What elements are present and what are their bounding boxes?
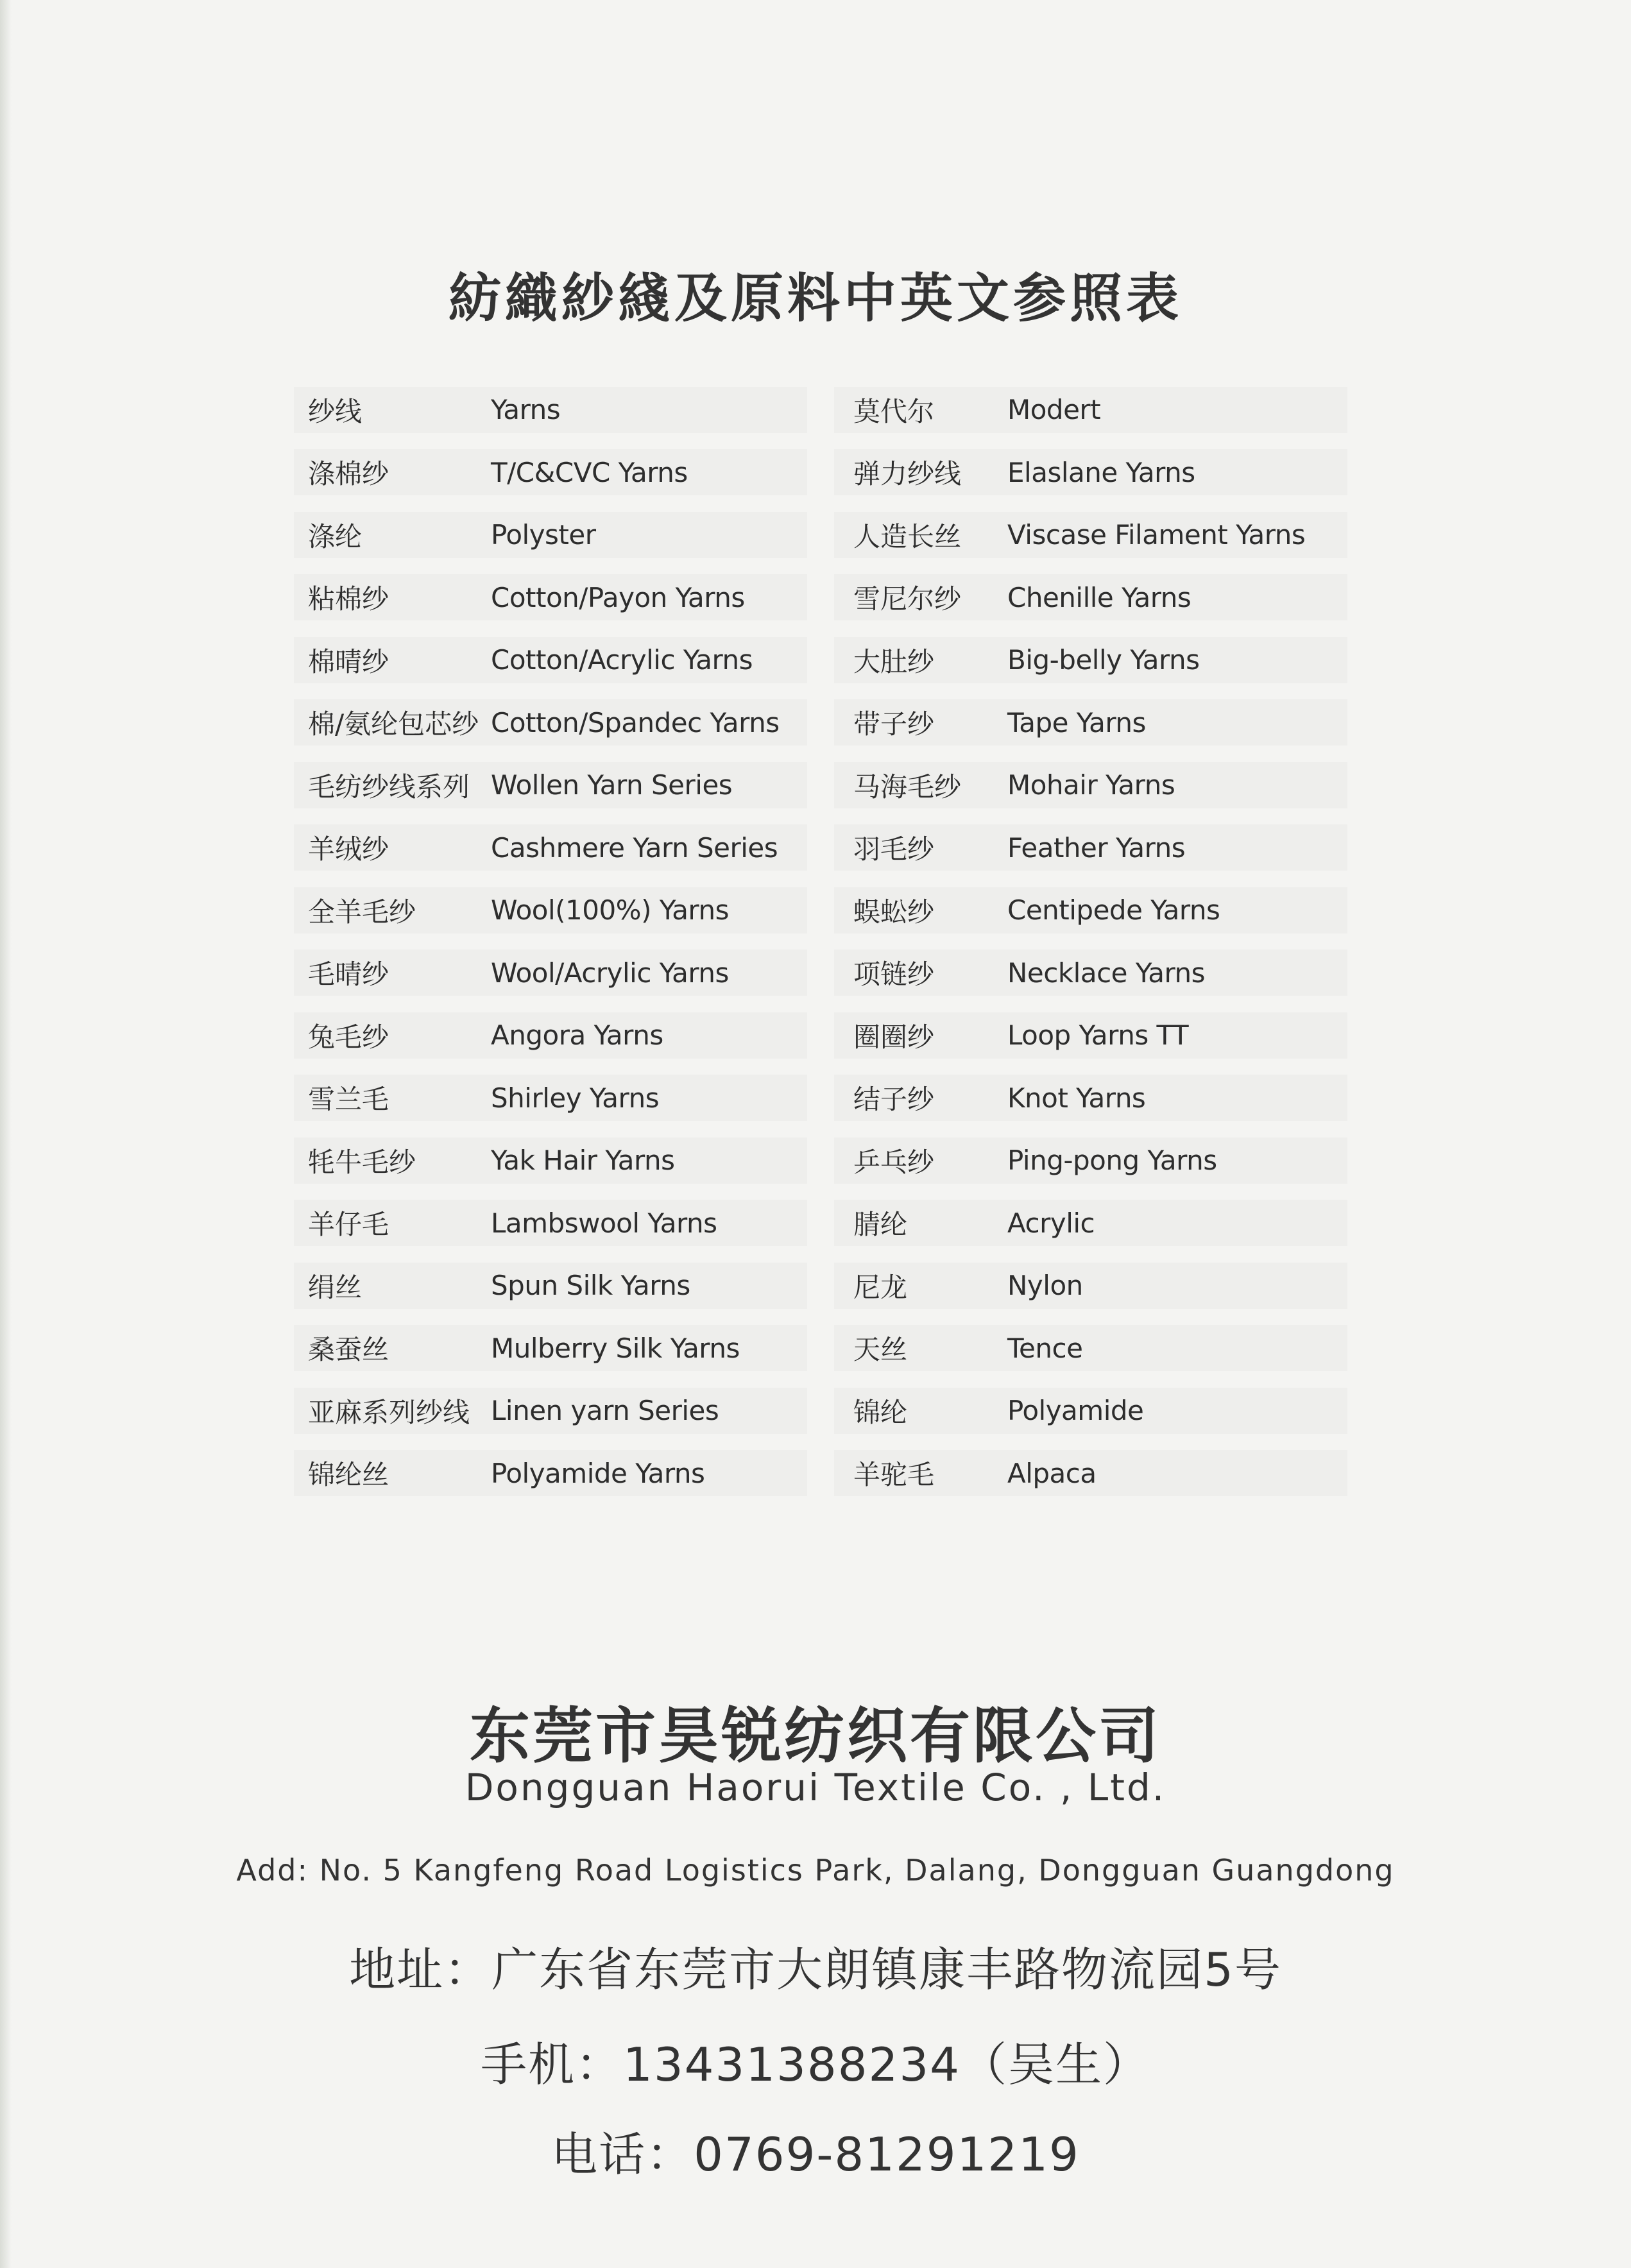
glossary-row-band <box>834 1075 1347 1121</box>
term-chinese: 羊仔毛 <box>308 1209 389 1241</box>
glossary-row-band <box>834 699 1347 746</box>
term-english: Chenille Yarns <box>1007 581 1191 613</box>
term-english: Linen yarn Series <box>491 1395 719 1427</box>
term-english: Feather Yarns <box>1007 831 1186 864</box>
glossary-row-band <box>294 449 807 495</box>
term-chinese: 涤纶 <box>308 520 363 552</box>
term-english: Loop Yarns TT <box>1007 1019 1189 1052</box>
term-chinese: 腈纶 <box>853 1209 908 1241</box>
glossary-row-band <box>294 762 807 808</box>
glossary-row <box>294 942 807 1005</box>
term-chinese: 带子纱 <box>853 708 935 740</box>
glossary-right-column <box>834 379 1347 1505</box>
term-english: Cotton/Spandec Yarns <box>491 706 780 738</box>
term-chinese: 蜈蚣纱 <box>853 896 935 928</box>
term-english: Centipede Yarns <box>1007 894 1220 926</box>
glossary-row-band <box>294 637 807 683</box>
glossary-row <box>294 1004 807 1067</box>
page-title: 紡織紗綫及原料中英文参照表 <box>448 268 1183 329</box>
glossary-row-band <box>834 762 1347 808</box>
glossary-row-band <box>294 512 807 558</box>
glossary-row <box>834 1442 1347 1505</box>
glossary-row <box>834 1379 1347 1442</box>
term-english: Yarns <box>491 394 561 426</box>
term-chinese: 毛纺纱线系列 <box>308 771 470 803</box>
mobile-number: 手机：13431388234（吴生） <box>481 2038 1150 2092</box>
glossary-row-band <box>294 1075 807 1121</box>
glossary-row <box>294 817 807 880</box>
glossary-row <box>294 629 807 692</box>
glossary-row <box>834 629 1347 692</box>
glossary-row-band <box>834 1200 1347 1246</box>
term-chinese: 羽毛纱 <box>853 833 935 865</box>
glossary-row-band <box>294 1450 807 1496</box>
term-english: Angora Yarns <box>491 1019 663 1052</box>
glossary-row <box>834 1192 1347 1255</box>
glossary-row-band <box>834 1450 1347 1496</box>
term-english: Wollen Yarn Series <box>491 769 733 801</box>
glossary-row-band <box>294 699 807 746</box>
term-chinese: 兔毛纱 <box>308 1021 389 1053</box>
glossary-row-band <box>294 1012 807 1059</box>
glossary-row <box>834 1067 1347 1130</box>
glossary-row <box>294 441 807 504</box>
term-english: Tence <box>1007 1332 1083 1364</box>
phone-number: 电话：0769-81291219 <box>551 2127 1080 2181</box>
glossary-row-band <box>834 950 1347 996</box>
glossary-row-band <box>834 449 1347 495</box>
glossary-row <box>834 879 1347 942</box>
glossary-row-band <box>834 1138 1347 1184</box>
term-chinese: 莫代尔 <box>853 395 935 427</box>
glossary-row-band <box>834 887 1347 934</box>
glossary-row <box>294 1192 807 1255</box>
glossary-row <box>294 1129 807 1192</box>
glossary-row-band <box>834 1263 1347 1309</box>
term-chinese: 圈圈纱 <box>853 1021 935 1053</box>
glossary-row-band <box>834 1325 1347 1371</box>
term-english: Viscase Filament Yarns <box>1007 519 1306 551</box>
term-english: Shirley Yarns <box>491 1082 660 1114</box>
term-chinese: 项链纱 <box>853 959 935 991</box>
term-chinese: 雪尼尔纱 <box>853 583 962 615</box>
term-chinese: 雪兰毛 <box>308 1084 389 1116</box>
term-english: Ping-pong Yarns <box>1007 1145 1217 1177</box>
glossary-row <box>294 1067 807 1130</box>
term-chinese: 结子纱 <box>853 1084 935 1116</box>
term-english: Wool/Acrylic Yarns <box>491 957 729 989</box>
glossary-row <box>834 504 1347 567</box>
term-chinese: 绢丝 <box>308 1271 363 1303</box>
term-english: T/C&CVC Yarns <box>491 456 688 488</box>
glossary-row <box>834 1317 1347 1380</box>
glossary-row-band <box>294 1200 807 1246</box>
term-chinese: 毛晴纱 <box>308 959 389 991</box>
company-name-cn: 东莞市昊锐纺织有限公司 <box>469 1701 1161 1771</box>
glossary-row-band <box>294 950 807 996</box>
term-chinese: 牦牛毛纱 <box>308 1146 416 1178</box>
glossary-row-band <box>834 387 1347 433</box>
glossary-row <box>294 504 807 567</box>
term-english: Cashmere Yarn Series <box>491 831 778 864</box>
term-english: Polyster <box>491 519 596 551</box>
glossary-row <box>294 754 807 817</box>
term-english: Lambswool Yarns <box>491 1207 717 1239</box>
term-english: Modert <box>1007 394 1101 426</box>
term-chinese: 弹力纱线 <box>853 458 962 490</box>
term-english: Acrylic <box>1007 1207 1095 1239</box>
term-english: Big-belly Yarns <box>1007 644 1200 676</box>
term-chinese: 羊驼毛 <box>853 1459 935 1491</box>
term-english: Elaslane Yarns <box>1007 456 1195 488</box>
glossary-row <box>294 379 807 441</box>
term-chinese: 棉晴纱 <box>308 645 389 678</box>
glossary-row-band <box>294 887 807 934</box>
glossary-row-band <box>834 512 1347 558</box>
glossary-row <box>834 1254 1347 1317</box>
glossary-row <box>294 879 807 942</box>
glossary-row <box>834 1129 1347 1192</box>
page-edge <box>0 0 12 2268</box>
glossary-row <box>834 692 1347 755</box>
glossary-row <box>294 1442 807 1505</box>
address-cn: 地址：广东省东莞市大朗镇康丰路物流园5号 <box>349 1943 1282 1997</box>
term-chinese: 桑蚕丝 <box>308 1334 389 1366</box>
term-chinese: 人造长丝 <box>853 520 962 552</box>
address-en: Add: No. 5 Kangfeng Road Logistics Park, Dalang, Dongguan Guangdong <box>236 1853 1395 1888</box>
glossary-row <box>834 817 1347 880</box>
term-english: Tape Yarns <box>1007 706 1146 738</box>
term-english: Cotton/Acrylic Yarns <box>491 644 753 676</box>
term-chinese: 羊绒纱 <box>308 833 389 865</box>
glossary-row <box>834 754 1347 817</box>
term-chinese: 纱线 <box>308 395 363 427</box>
glossary-row <box>294 1254 807 1317</box>
term-english: Cotton/Payon Yarns <box>491 581 745 613</box>
term-chinese: 天丝 <box>853 1334 908 1366</box>
company-name-en: Dongguan Haorui Textile Co. , Ltd. <box>465 1766 1166 1809</box>
glossary-row-band <box>294 1325 807 1371</box>
glossary-row-band <box>834 824 1347 871</box>
term-english: Mulberry Silk Yarns <box>491 1332 740 1364</box>
term-chinese: 粘棉纱 <box>308 583 389 615</box>
glossary-row <box>294 1317 807 1380</box>
glossary-row-band <box>294 574 807 620</box>
term-english: Wool(100%) Yarns <box>491 894 729 926</box>
glossary-row-band <box>294 824 807 871</box>
term-chinese: 尼龙 <box>853 1271 908 1303</box>
term-chinese: 锦纶丝 <box>308 1459 389 1491</box>
glossary-row-band <box>834 637 1347 683</box>
glossary-row <box>294 692 807 755</box>
term-chinese: 大肚纱 <box>853 645 935 678</box>
term-english: Knot Yarns <box>1007 1082 1146 1114</box>
glossary-row <box>834 942 1347 1005</box>
glossary-row <box>834 1004 1347 1067</box>
glossary-row-band <box>834 1012 1347 1059</box>
glossary-row-band <box>834 574 1347 620</box>
term-english: Polyamide <box>1007 1395 1144 1427</box>
term-english: Polyamide Yarns <box>491 1457 705 1489</box>
glossary-row <box>294 567 807 629</box>
term-chinese: 棉/氨纶包芯纱 <box>308 708 479 740</box>
term-english: Yak Hair Yarns <box>491 1145 675 1177</box>
term-chinese: 马海毛纱 <box>853 771 962 803</box>
glossary-row-band <box>834 1388 1347 1434</box>
term-chinese: 乒乓纱 <box>853 1146 935 1178</box>
glossary-row-band <box>294 387 807 433</box>
glossary-row <box>834 441 1347 504</box>
glossary-left-column <box>294 379 807 1505</box>
term-chinese: 涤棉纱 <box>308 458 389 490</box>
glossary-row-band <box>294 1388 807 1434</box>
term-english: Nylon <box>1007 1270 1083 1302</box>
term-english: Mohair Yarns <box>1007 769 1175 801</box>
term-chinese: 全羊毛纱 <box>308 896 416 928</box>
glossary-row-band <box>294 1263 807 1309</box>
term-chinese: 锦纶 <box>853 1396 908 1428</box>
glossary-row-band <box>294 1138 807 1184</box>
glossary-row <box>834 379 1347 441</box>
glossary-row <box>294 1379 807 1442</box>
term-chinese: 亚麻系列纱线 <box>308 1396 470 1428</box>
term-english: Necklace Yarns <box>1007 957 1205 989</box>
term-english: Alpaca <box>1007 1457 1097 1489</box>
glossary-row <box>834 567 1347 629</box>
term-english: Spun Silk Yarns <box>491 1270 690 1302</box>
